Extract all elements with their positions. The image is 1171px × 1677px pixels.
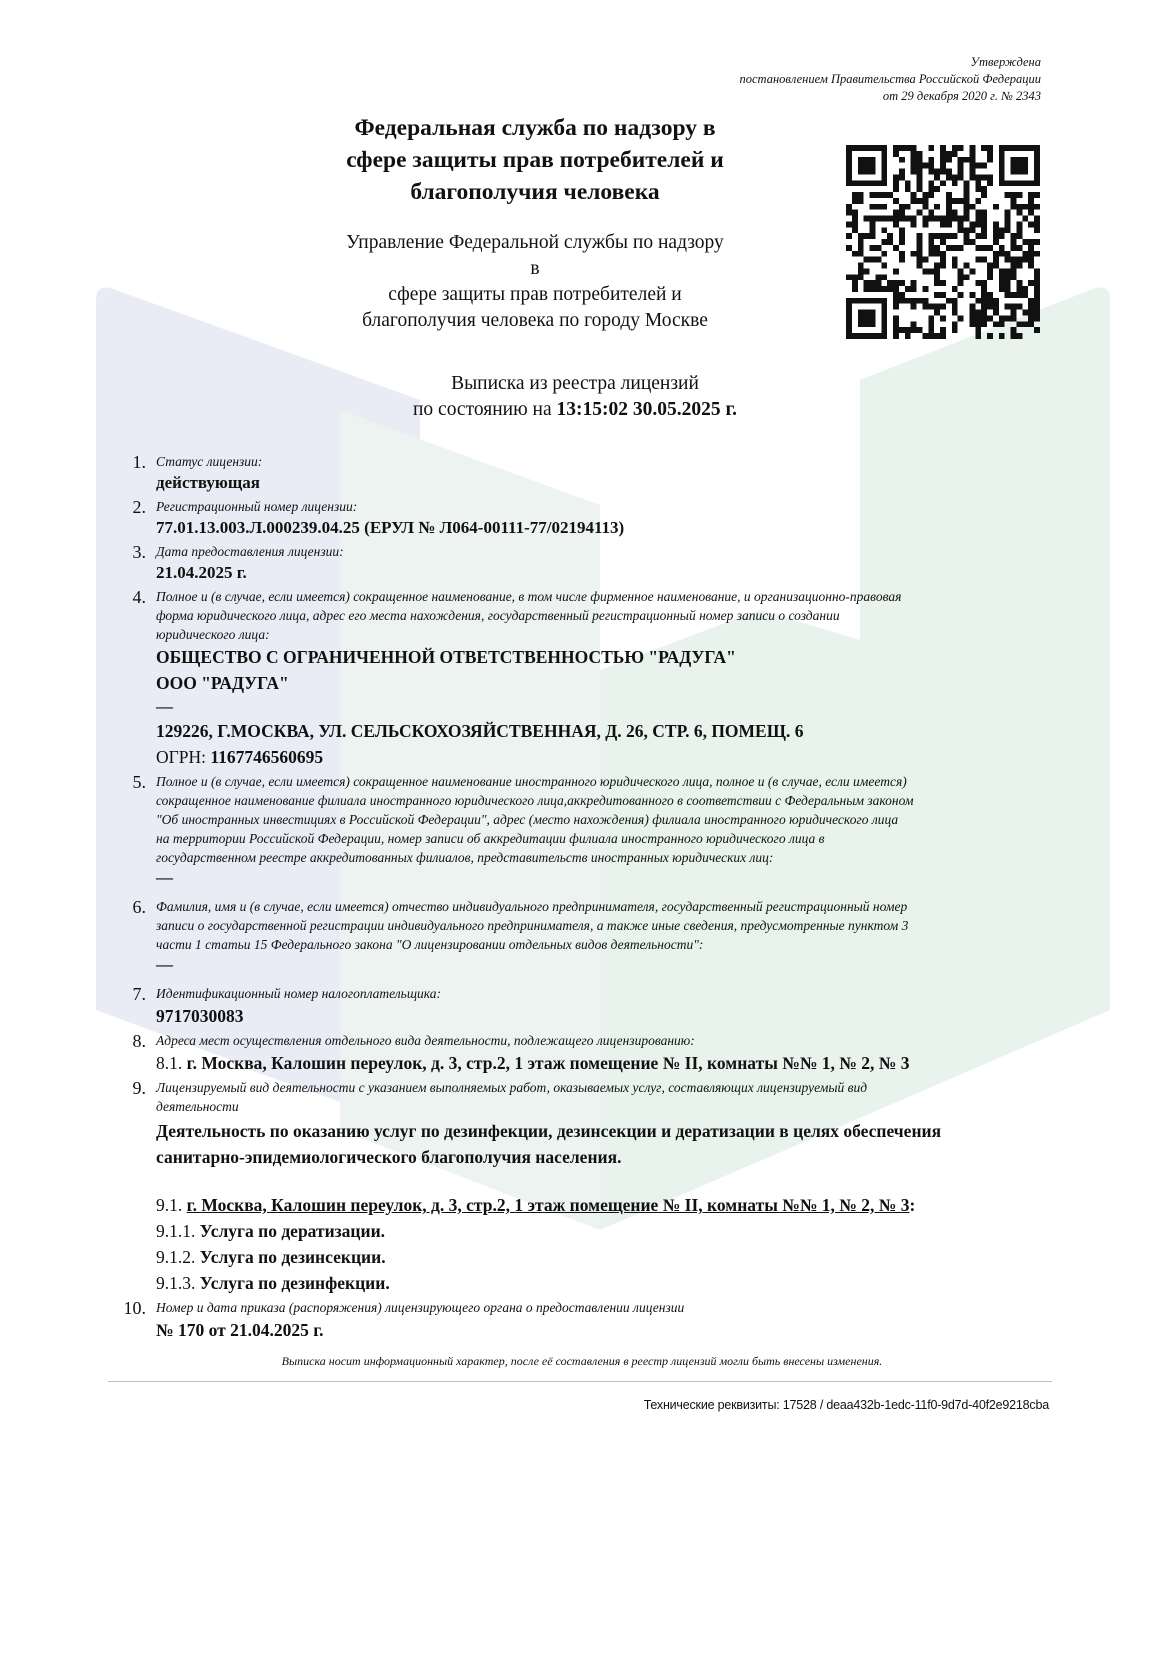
item-number: 9. — [132, 1078, 146, 1098]
item-label-line-2: записи о государственной регистрации индивидуального предпринимателя, а также иные сведения, предусмотренные пунктом 3 — [156, 918, 909, 933]
item-number: 4. — [132, 587, 146, 607]
department-title — [340, 230, 730, 334]
item-inn — [112, 984, 1052, 1029]
item-label-line-3: "Об иностранных инвестициях в Российской Федерации", адрес (место нахождения) филиала иностранного юридического лица — [156, 812, 899, 827]
service-number: 9.1.1. — [156, 1221, 200, 1241]
item-license-status — [112, 452, 1052, 495]
item-label: Регистрационный номер лицензии: — [156, 499, 358, 514]
footer-divider — [108, 1381, 1052, 1382]
approval-note — [740, 54, 1042, 105]
registration-number-value: 77.01.13.003.Л.000239.04.25 (ЕРУЛ № Л064-00111-77/02194113) — [156, 518, 625, 537]
extract-datetime: 13:15:02 30.05.2025 г. — [556, 399, 738, 420]
item-label: Адреса мест осуществления отдельного вида деятельности, подлежащего лицензированию: — [156, 1033, 695, 1048]
agency-line-1: Федеральная служба по надзору в — [354, 115, 716, 141]
qr-code-icon — [846, 145, 1040, 339]
item-label-line-2: сокращенное наименование филиала иностранного юридического лица,аккредитованного в соответствии с Федеральным законом — [156, 793, 914, 808]
extract-prefix: по состоянию на — [412, 399, 557, 420]
department-line-2: сфере защиты прав потребителей и — [388, 284, 682, 305]
company-short-name: ООО "РАДУГА" — [156, 673, 289, 693]
service-number: 9.1.2. — [156, 1247, 200, 1267]
approval-line-1: Утверждена — [970, 55, 1041, 69]
company-brand-dash: — — [156, 697, 173, 716]
extract-title-line-2 — [340, 397, 810, 423]
item-number: 7. — [132, 984, 146, 1004]
item-label-line-2: деятельности — [156, 1099, 239, 1114]
activity-description-line-1: Деятельность по оказанию услуг по дезинфекции, дезинсекции и дератизации в целях обеспечения — [156, 1121, 942, 1141]
service-disinsection: Услуга по дезинсекции. — [199, 1247, 386, 1267]
activity-address-row — [156, 1192, 1052, 1218]
item-label-line-2: форма юридического лица, адрес его места нахождения, государственный регистрационный номер записи о создании — [156, 608, 840, 623]
item-label-line-1: Фамилия, имя и (в случае, если имеется) отчество индивидуального предпринимателя, государственный регистрационный номер — [156, 899, 908, 914]
service-row — [156, 1244, 1052, 1270]
item-legal-entity — [112, 587, 1052, 770]
item-number: 8. — [132, 1031, 146, 1051]
item-activity-addresses — [112, 1031, 1052, 1076]
item-registration-number — [112, 497, 1052, 540]
agency-line-2: сфере защиты прав потребителей и — [346, 147, 724, 173]
foreign-entity-dash: — — [156, 868, 173, 887]
item-label: Статус лицензии: — [156, 454, 263, 469]
license-status-value: действующая — [156, 473, 260, 492]
activity-address-link: г. Москва, Калошин переулок, д. 3, стр.2, 1 этаж помещение № II, комнаты №№ 1, № 2, № 3 — [186, 1195, 910, 1215]
address-colon: : — [909, 1195, 916, 1215]
item-label-line-3: юридического лица: — [156, 627, 270, 642]
order-value: № 170 от 21.04.2025 г. — [156, 1320, 324, 1340]
item-foreign-entity — [112, 772, 1052, 889]
agency-line-3: благополучия человека — [410, 179, 660, 205]
item-label-line-1: Полное и (в случае, если имеется) сокращенное наименование иностранного юридического лица, полное и (в случае, если имеется) — [156, 774, 907, 789]
item-number: 1. — [132, 452, 146, 472]
company-ogrn — [156, 744, 1052, 770]
activity-description-line-2: санитарно-эпидемиологического благополучия населения. — [156, 1147, 622, 1167]
agency-title — [340, 112, 730, 208]
company-full-name: ОБЩЕСТВО С ОГРАНИЧЕННОЙ ОТВЕТСТВЕННОСТЬЮ "РАДУГА" — [156, 647, 736, 667]
extract-title-line-1: Выписка из реестра лицензий — [451, 373, 699, 394]
item-number: 6. — [132, 897, 146, 917]
item-licensed-activity — [112, 1078, 1052, 1296]
service-row — [156, 1218, 1052, 1244]
service-number: 9.1.3. — [156, 1273, 200, 1293]
service-row — [156, 1270, 1052, 1296]
sub-number: 9.1. — [156, 1195, 187, 1215]
service-deratization: Услуга по дератизации. — [199, 1221, 386, 1241]
department-line-1: Управление Федеральной службы по надзору в — [346, 232, 724, 279]
item-label-line-1: Лицензируемый вид деятельности с указанием выполняемых работ, оказываемых услуг, составляющих лицензируемый вид — [156, 1080, 868, 1095]
item-entrepreneur — [112, 897, 1052, 976]
approval-line-2: постановлением Правительства Российской Федерации — [739, 72, 1041, 86]
ogrn-value: 1167746560695 — [210, 747, 324, 767]
activity-address-row — [156, 1050, 1052, 1076]
item-label-line-5: государственном реестре аккредитованных филиалов, представительств иностранных юридических лиц: — [156, 850, 774, 865]
technical-details: Технические реквизиты: 17528 / deaa432b-1edc-11f0-9d7d-40f2e9218cba — [643, 1398, 1049, 1412]
item-label-line-3: части 1 статьи 15 Федерального закона "О лицензировании отдельных видов деятельности": — [156, 937, 704, 952]
item-label-line-4: на территории Российской Федерации, номер записи об аккредитации филиала иностранного юридического лица в — [156, 831, 825, 846]
item-label: Номер и дата приказа (распоряжения) лицензирующего органа о предоставлении лицензии — [156, 1300, 685, 1315]
item-label: Идентификационный номер налогоплательщика: — [156, 986, 441, 1001]
extract-title — [340, 371, 810, 423]
inn-value: 9717030083 — [156, 1006, 244, 1026]
extract-items — [112, 452, 1052, 1343]
item-number: 3. — [132, 542, 146, 562]
item-order — [112, 1298, 1052, 1343]
issue-date-value: 21.04.2025 г. — [156, 563, 247, 582]
department-line-3: благополучия человека по городу Москве — [362, 310, 708, 331]
company-address: 129226, Г.МОСКВА, УЛ. СЕЛЬСКОХОЗЯЙСТВЕННАЯ, Д. 26, СТР. 6, ПОМЕЩ. 6 — [156, 721, 804, 741]
approval-line-3: от 29 декабря 2020 г. № 2343 — [882, 89, 1041, 103]
item-number: 5. — [132, 772, 146, 792]
item-number: 10. — [123, 1298, 146, 1318]
item-label-line-1: Полное и (в случае, если имеется) сокращенное наименование, в том числе фирменное наименование, и организационно-правовая — [156, 589, 902, 604]
item-label: Дата предоставления лицензии: — [156, 544, 344, 559]
item-number: 2. — [132, 497, 146, 517]
entrepreneur-dash: — — [156, 955, 173, 974]
disclaimer-note: Выписка носит информационный характер, после её составления в реестр лицензий могли быть внесены изменения. — [281, 1354, 883, 1368]
ogrn-label: ОГРН: — [156, 747, 211, 767]
item-issue-date — [112, 542, 1052, 585]
service-disinfection: Услуга по дезинфекции. — [199, 1273, 390, 1293]
activity-address-value: г. Москва, Калошин переулок, д. 3, стр.2, 1 этаж помещение № II, комнаты №№ 1, № 2, № 3 — [186, 1053, 910, 1073]
sub-number: 8.1. — [156, 1053, 187, 1073]
